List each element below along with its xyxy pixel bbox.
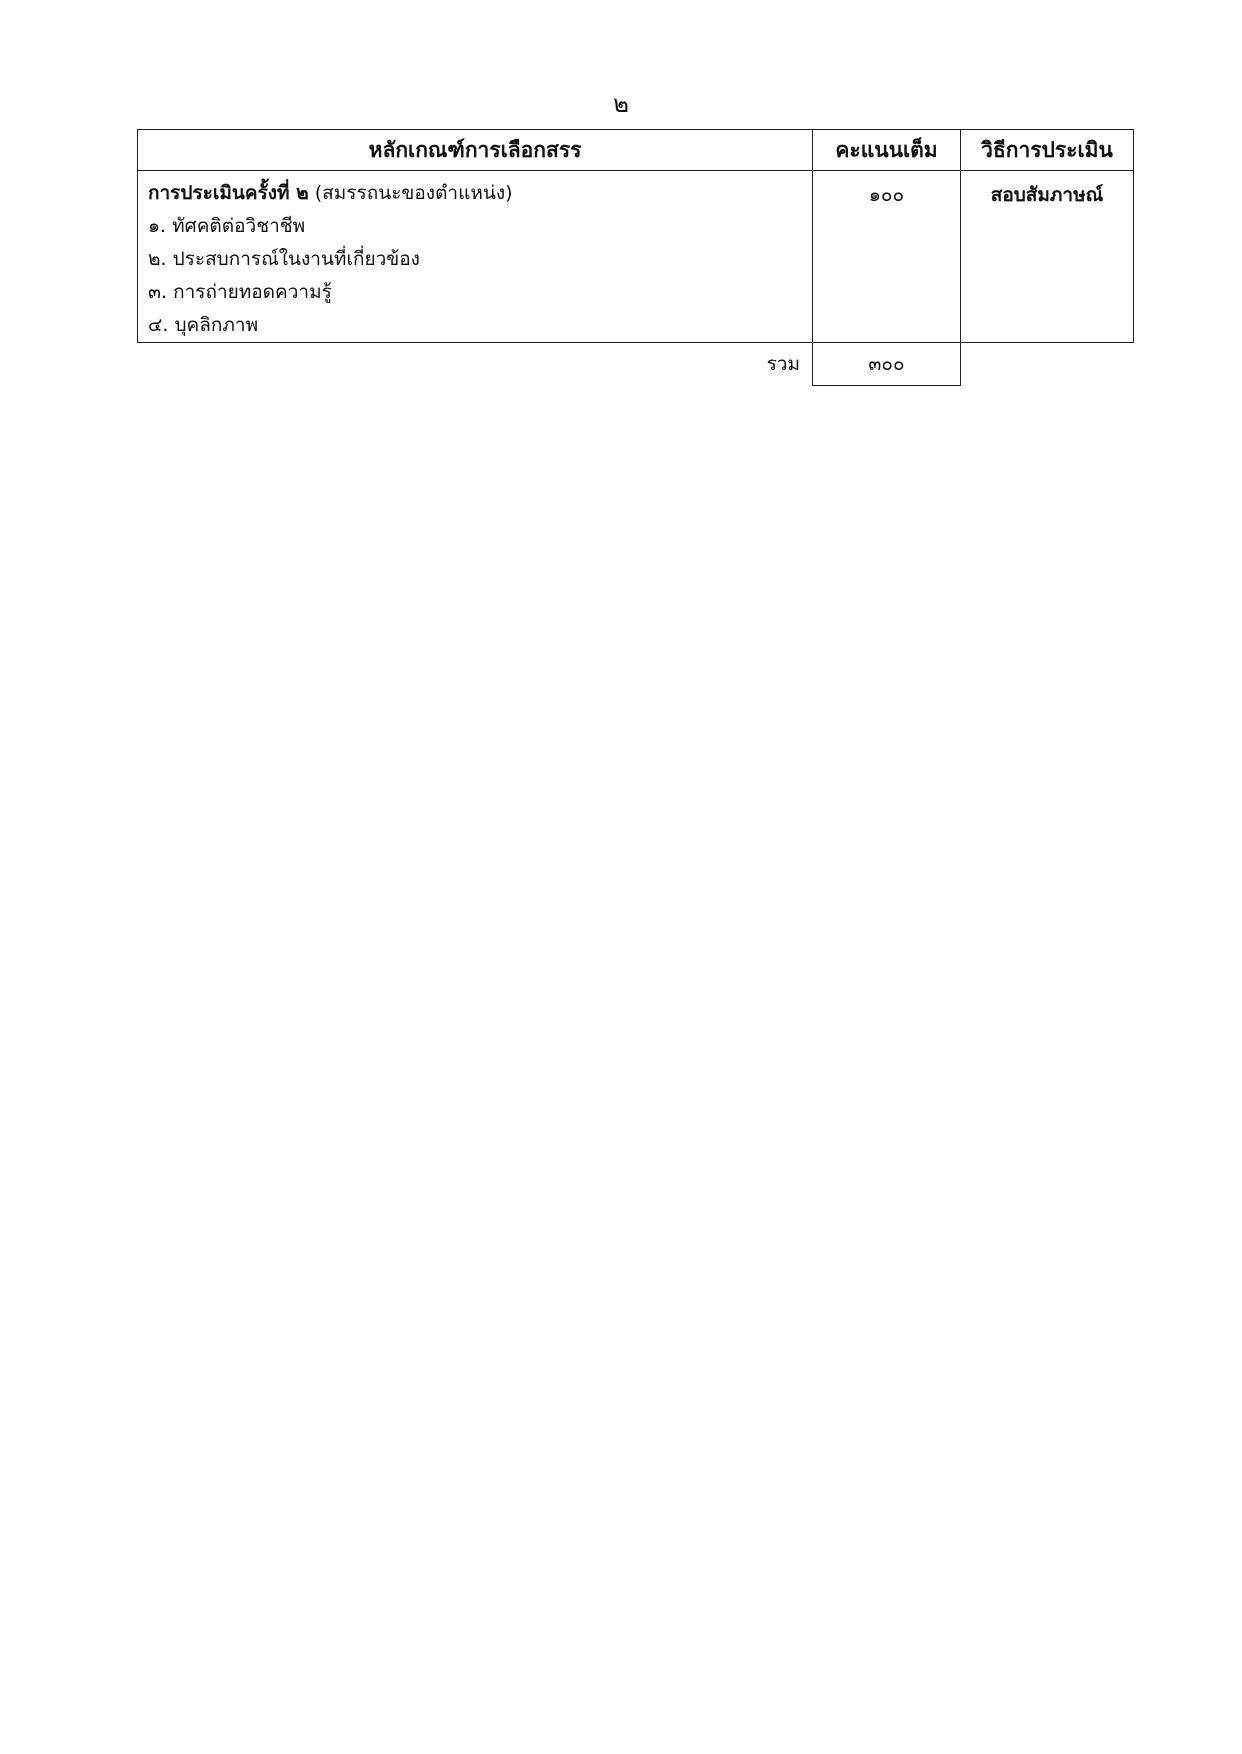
table-row [138,171,1134,343]
header-criteria: หลักเกณฑ์การเลือกสรร [138,130,813,171]
page-number: ๒ [613,90,629,118]
criteria-item: ๔. บุคลิกภาพ [148,314,259,336]
total-label: รวม [766,353,800,376]
score-value: ๑๐๐ [868,184,905,206]
criteria-cell [138,171,813,343]
method-value: สอบสัมภาษณ์ [990,184,1104,206]
header-method: วิธีการประเมิน [961,130,1134,171]
criteria-item: ๒. ประสบการณ์ในงานที่เกี่ยวข้อง [148,248,420,270]
total-value: ๓๐๐ [813,343,961,386]
criteria-item: ๓. การถ่ายทอดความรู้ [148,281,332,303]
table-header-row [138,130,1134,171]
section-title-note: (สมรรถนะของตำแหน่ง) [308,182,513,204]
header-full-score: คะแนนเต็ม [813,130,961,171]
section-title [148,177,812,210]
criteria-table [137,129,1134,386]
section-title-bold: การประเมินครั้งที่ ๒ [148,182,309,204]
total-row [138,343,1134,386]
method-cell [961,171,1134,343]
score-cell [813,171,961,343]
criteria-item: ๑. ทัศคติต่อวิชาชีพ [148,215,306,237]
total-empty-cell [961,343,1134,386]
